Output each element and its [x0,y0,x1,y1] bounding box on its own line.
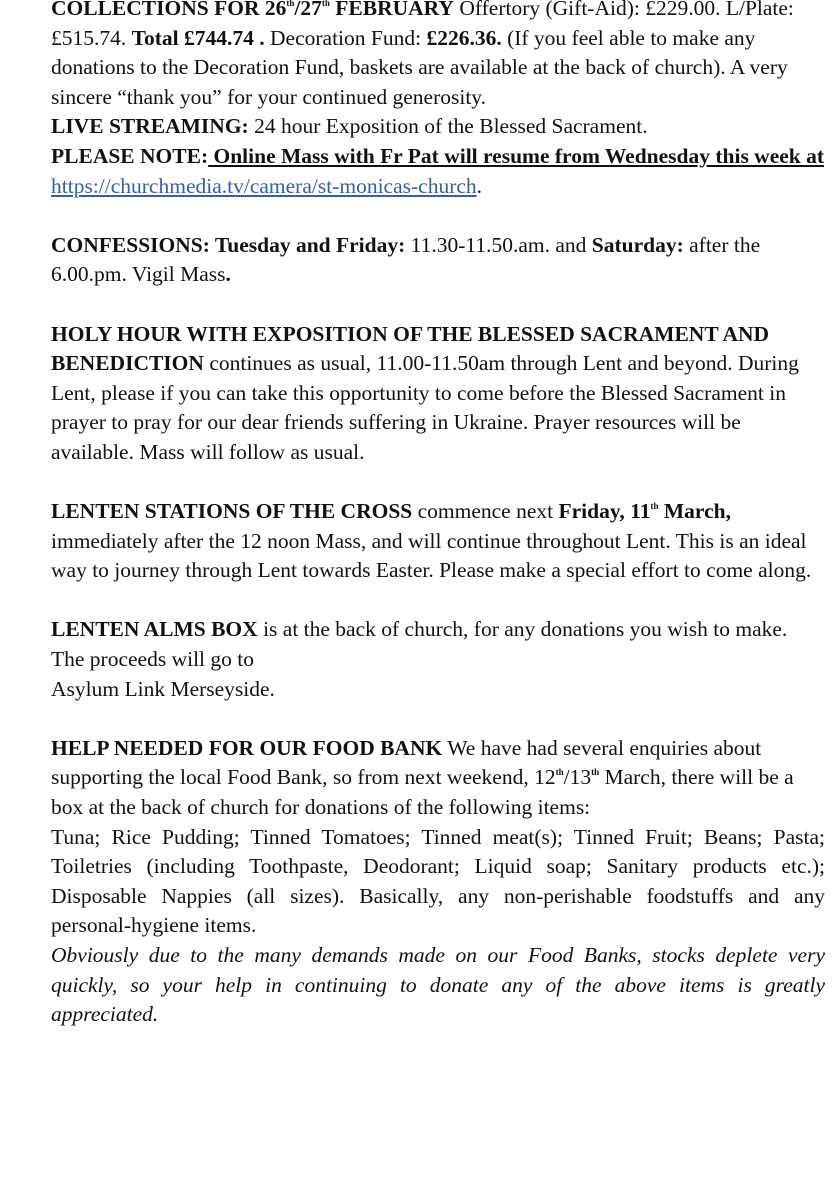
food-bank-text-2: /13 [563,765,592,790]
collections-total: Total £744.74 . [131,25,265,50]
offertory-text: Offertory (Gift-Aid): £229.00. L/Plate: £515.74. [51,0,794,50]
stations-date: Friday, 11th March, [558,499,731,524]
alms-heading: LENTEN ALMS BOX [51,617,258,642]
food-bank-text-1: We have had several enquiries about supporting the local Food Bank, so from next weekend, 12 [51,735,762,790]
confessions-heading: CONFESSIONS: Tuesday and Friday: [51,232,406,257]
confessions-saturday-text: after the 6.00.pm. Vigil Mass [51,232,761,287]
stations-paragraph [51,497,825,586]
decoration-value: £226.36. [426,25,502,50]
streaming-heading: LIVE STREAMING: [51,114,249,139]
food-bank-paragraph [51,734,825,823]
food-bank-text-3: March, there will be a box at the back of church for donations of the following items: [51,765,794,820]
holy-hour-text: continues as usual, 11.00-11.50am through Lent and beyond. During Lent, please if you can take this opportunity to come before the Blessed Sacrament in prayer to pray for our dear friends suffering in Ukraine. Prayer resources will be available. Mass will follow as usual. [51,351,799,464]
confessions-times: 11.30-11.50.am. and [405,232,592,257]
stations-text-2: immediately after the 12 noon Mass, and will continue throughout Lent. This is an ideal way to journey through Lent towards Easter. Please make a special effort to come along. [51,528,812,583]
food-bank-items: Tuna; Rice Pudding; Tinned Tomatoes; Tinned meat(s); Tinned Fruit; Beans; Pasta; Toiletries (including Toothpaste, Deodorant; Liquid soap; Sanitary products etc.); Disposable Nappies (all sizes). Basically, any non-perishable foodstuffs and any personal-hygiene items. [51,824,825,938]
holy-hour-paragraph [51,320,825,468]
stations-heading: LENTEN STATIONS OF THE CROSS [51,499,413,524]
collections-note: (If you feel able to make any donations to the Decoration Fund, baskets are available at the back of church). A very sincere “thank you” for your continued generosity. [51,25,788,109]
stations-text-1: commence next [412,499,559,524]
decoration-label: Decoration Fund: [264,25,427,50]
alms-paragraph [51,615,825,704]
holy-hour-heading: HOLY HOUR WITH EXPOSITION OF THE BLESSED SACRAMENT AND BENEDICTION [51,321,770,376]
food-bank-sup-a: th [555,767,564,778]
food-bank-sup-b: th [591,767,600,778]
food-bank-heading: HELP NEEDED FOR OUR FOOD BANK [51,735,443,760]
please-note-end: . [476,173,483,198]
collections-heading: COLLECTIONS FOR 26th/27th FEBRUARY [51,0,454,20]
confessions-end: . [225,262,231,287]
please-note-paragraph [51,142,825,201]
please-note-heading: PLEASE NOTE: [51,143,209,168]
stream-link[interactable]: https://churchmedia.tv/camera/st-monicas-church [51,173,477,198]
alms-beneficiary: Asylum Link Merseyside. [51,676,275,701]
food-bank-closing: Obviously due to the many demands made on our Food Banks, stocks deplete very quickly, so your help in continuing to donate any of the above items is greatly appreciated. [51,943,825,1027]
collections-paragraph [51,0,825,112]
streaming-text: 24 hour Exposition of the Blessed Sacrament. [248,114,648,139]
streaming-paragraph [51,112,825,142]
online-mass-notice: Online Mass with Fr Pat will resume from Wednesday this week at [208,143,825,168]
alms-text: is at the back of church, for any donations you wish to make. The proceeds will go to [51,617,788,672]
confessions-paragraph [51,231,825,290]
confessions-saturday: Saturday: [591,232,684,257]
